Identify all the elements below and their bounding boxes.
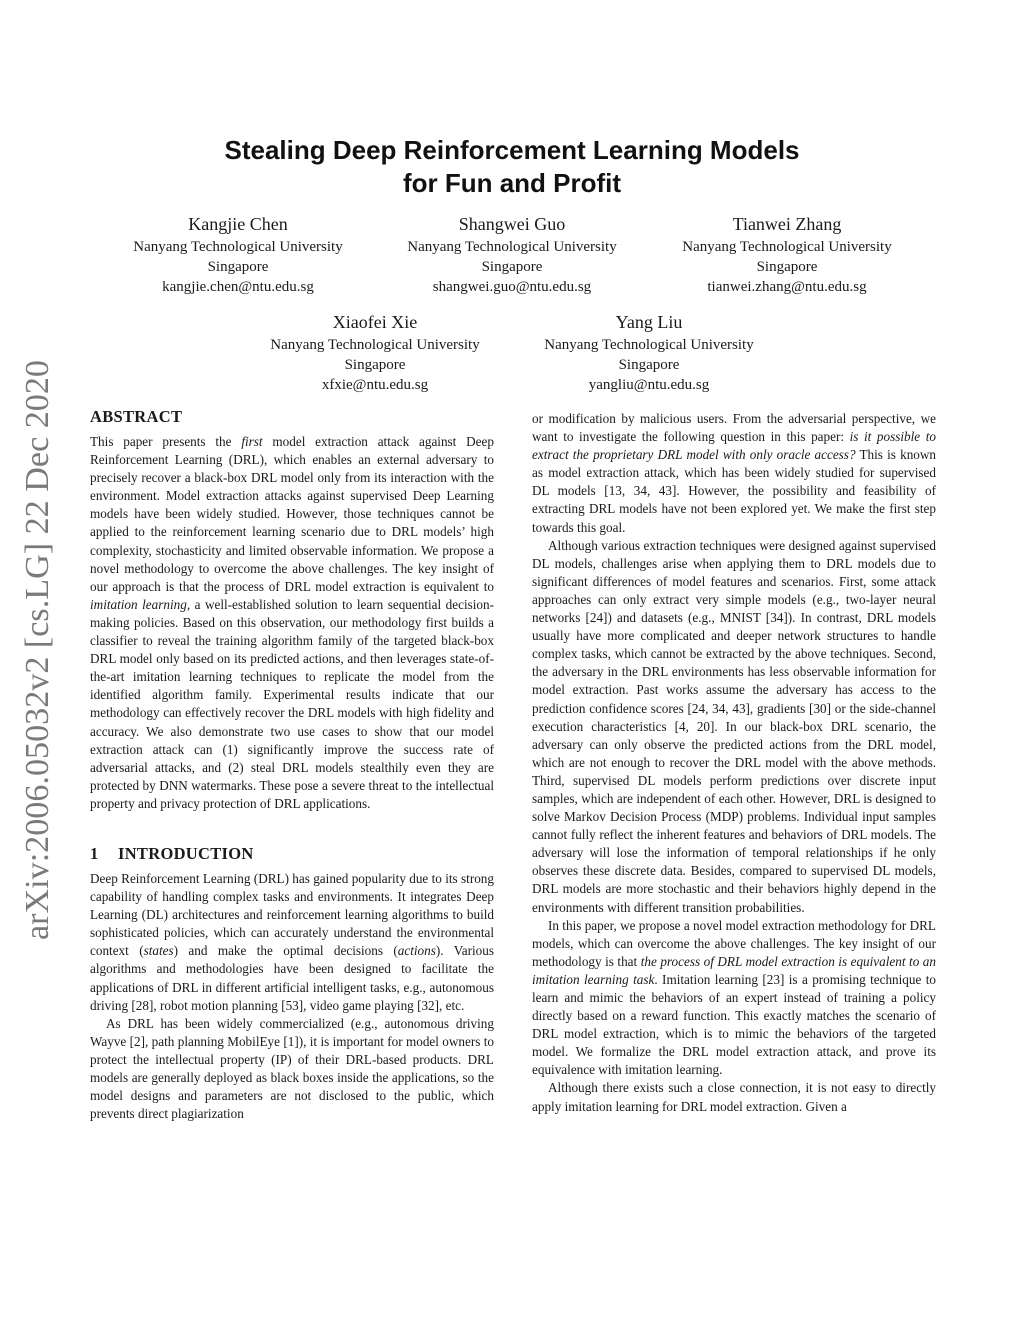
author-block-4: [235, 311, 515, 395]
introduction-paragraph-3: or modification by malicious users. From the adversarial perspective, we want to investigate the following question in this paper: is it possible to extract the proprietary DRL model with only oracle access? This is known as model extraction attack, which has been widely studied for supervised DL models [13, 34, 43]. However, the possibility and feasibility of extracting DRL models have not been explored yet. We make the first step towards this goal.: [532, 411, 936, 535]
author-block-3: [647, 213, 927, 297]
author-email: tianwei.zhang@ntu.edu.sg: [707, 279, 867, 295]
introduction-paragraph-1: Deep Reinforcement Learning (DRL) has gained popularity due to its strong capability of handling complex tasks and environments. It integrates Deep Learning (DL) architectures and reinforcement learning algorithms to build sophisticated policies, which can accurately understand the environmental context (states) and make the optimal decisions (actions). Various algorithms and methodologies have been designed to facilitate the applications of DRL in different artificial intelligent tasks, e.g., autonomous driving [28], robot motion planning [53], video game playing [32], etc.: [90, 870, 494, 1013]
left-column: [90, 406, 494, 1123]
author-country: Singapore: [618, 357, 680, 373]
arxiv-identifier-text: arXiv:2006.05032v2 [cs.LG] 22 Dec 2020: [19, 362, 56, 940]
author-email: shangwei.guo@ntu.edu.sg: [432, 279, 592, 295]
right-column: [532, 410, 936, 1116]
arxiv-identifier-stamp: [8, 350, 58, 945]
author-country: Singapore: [481, 259, 543, 275]
author-name: Xiaofei Xie: [332, 312, 418, 332]
author-country: Singapore: [756, 259, 818, 275]
author-name: Kangjie Chen: [188, 214, 288, 234]
author-email: xfxie@ntu.edu.sg: [321, 377, 429, 393]
author-block-1: [98, 213, 378, 297]
paper-title-line-2: for Fun and Profit: [402, 168, 622, 198]
introduction-paragraph-4: Although various extraction techniques were designed against supervised DL models, challenges arise when applying them to DRL models due to significant differences of model features and scenarios. First, some attack approaches can only extract very simple models (e.g., two-layer neural networks [24]) and datasets (e.g., MNIST [34]). In contrast, DRL models usually have more complicated and deeper network structures to handle complex tasks, which cannot be extracted by the above techniques. Second, the adversary in the DRL environments has less observable information for model extraction. Past works assume the adversary has access to the prediction confidence scores [24, 34, 43], gradients [30] or the side-channel execution characteristics [4, 20]. In our black-box DRL scenario, the adversary can only observe the predicted actions from the DRL model, which are not enough to recover the DRL model with the above methods. Third, supervised DL models perform predictions over discrete input samples, which are independent of each other. However, DRL is designed to solve Markov Decision Process (MDP) problems. Individual input samples cannot fully reflect the inherent features and behaviors of DRL models. The adversary will lose the information of temporal relationships if he only observes these discrete data. Besides, compared to supervised DL models, DRL models are more stochastic and their behaviors highly depend in the environments with different transition probabilities.: [532, 537, 936, 915]
author-block-5: [509, 311, 789, 395]
author-name: Tianwei Zhang: [732, 214, 842, 234]
author-name: Shangwei Guo: [458, 214, 566, 234]
section-number: 1: [90, 843, 99, 863]
introduction-paragraph-6: Although there exists such a close connection, it is not easy to directly apply imitation learning for DRL model extraction. Given a: [532, 1080, 936, 1114]
author-email: yangliu@ntu.edu.sg: [588, 377, 710, 393]
abstract-heading: ABSTRACT: [90, 407, 183, 426]
section-title: INTRODUCTION: [118, 843, 254, 863]
author-affiliation: Nanyang Technological University: [407, 239, 617, 255]
author-affiliation: Nanyang Technological University: [544, 337, 754, 353]
author-block-2: [372, 213, 652, 297]
introduction-paragraph-2: As DRL has been widely commercialized (e.g., autonomous driving Wayve [2], path planning MobilEye [1]), it is important for model owners to protect the intellectual property (IP) of their DRL-based products. DRL models are generally deployed as black boxes inside the applications, so the model designs and parameters are not disclosed to the public, which prevents direct plagiarization: [90, 1015, 494, 1122]
introduction-paragraph-5: In this paper, we propose a novel model extraction methodology for DRL models, which can overcome the above challenges. The key insight of our methodology is that the process of DRL model extraction is equivalent to an imitation learning task. Imitation learning [23] is a promising technique to learn and mimic the behaviors of an expert instead of training a policy directly based on a reward function. This exactly matches the scenario of DRL model extraction, which is to mimic the behaviors of the targeted model. We formalize the DRL model extraction attack, and prove its equivalence with imitation learning.: [532, 917, 936, 1078]
paper-title-line-1: Stealing Deep Reinforcement Learning Models: [224, 135, 800, 165]
author-country: Singapore: [344, 357, 406, 373]
author-email: kangjie.chen@ntu.edu.sg: [162, 279, 314, 295]
author-name: Yang Liu: [615, 312, 683, 332]
paper-title: [100, 134, 924, 200]
author-affiliation: Nanyang Technological University: [682, 239, 892, 255]
abstract-paragraph: This paper presents the first model extraction attack against Deep Reinforcement Learning (DRL), which enables an external adversary to precisely recover a black-box DRL model only from its interaction with the environment. Model extraction attacks against supervised Deep Learning models have been widely studied. However, those techniques cannot be applied to the reinforcement learning scenario due to DRL models’ high complexity, stochasticity and limited observable information. We propose a novel methodology to overcome the above challenges. The key insight of our approach is that the process of DRL model extraction is equivalent to imitation learning, a well-established solution to learn sequential decision-making policies. Based on this observation, our methodology first builds a classifier to reveal the training algorithm family of the targeted black-box DRL model only based on its predicted actions, and then leverages state-of-the-art imitation learning techniques to replicate the model from the identified algorithm family. Experimental results indicate that our methodology can effectively recover the DRL models with high fidelity and accuracy. We also demonstrate two use cases to show that our model extraction attack can (1) significantly improve the success rate of adversarial attacks, and (2) steal DRL models stealthily even they are protected by DNN watermarks. These pose a severe threat to the intellectual property and privacy protection of DRL applications.: [90, 434, 495, 811]
author-country: Singapore: [207, 259, 269, 275]
author-affiliation: Nanyang Technological University: [133, 239, 343, 255]
introduction-heading: [90, 843, 494, 865]
author-affiliation: Nanyang Technological University: [270, 337, 480, 353]
